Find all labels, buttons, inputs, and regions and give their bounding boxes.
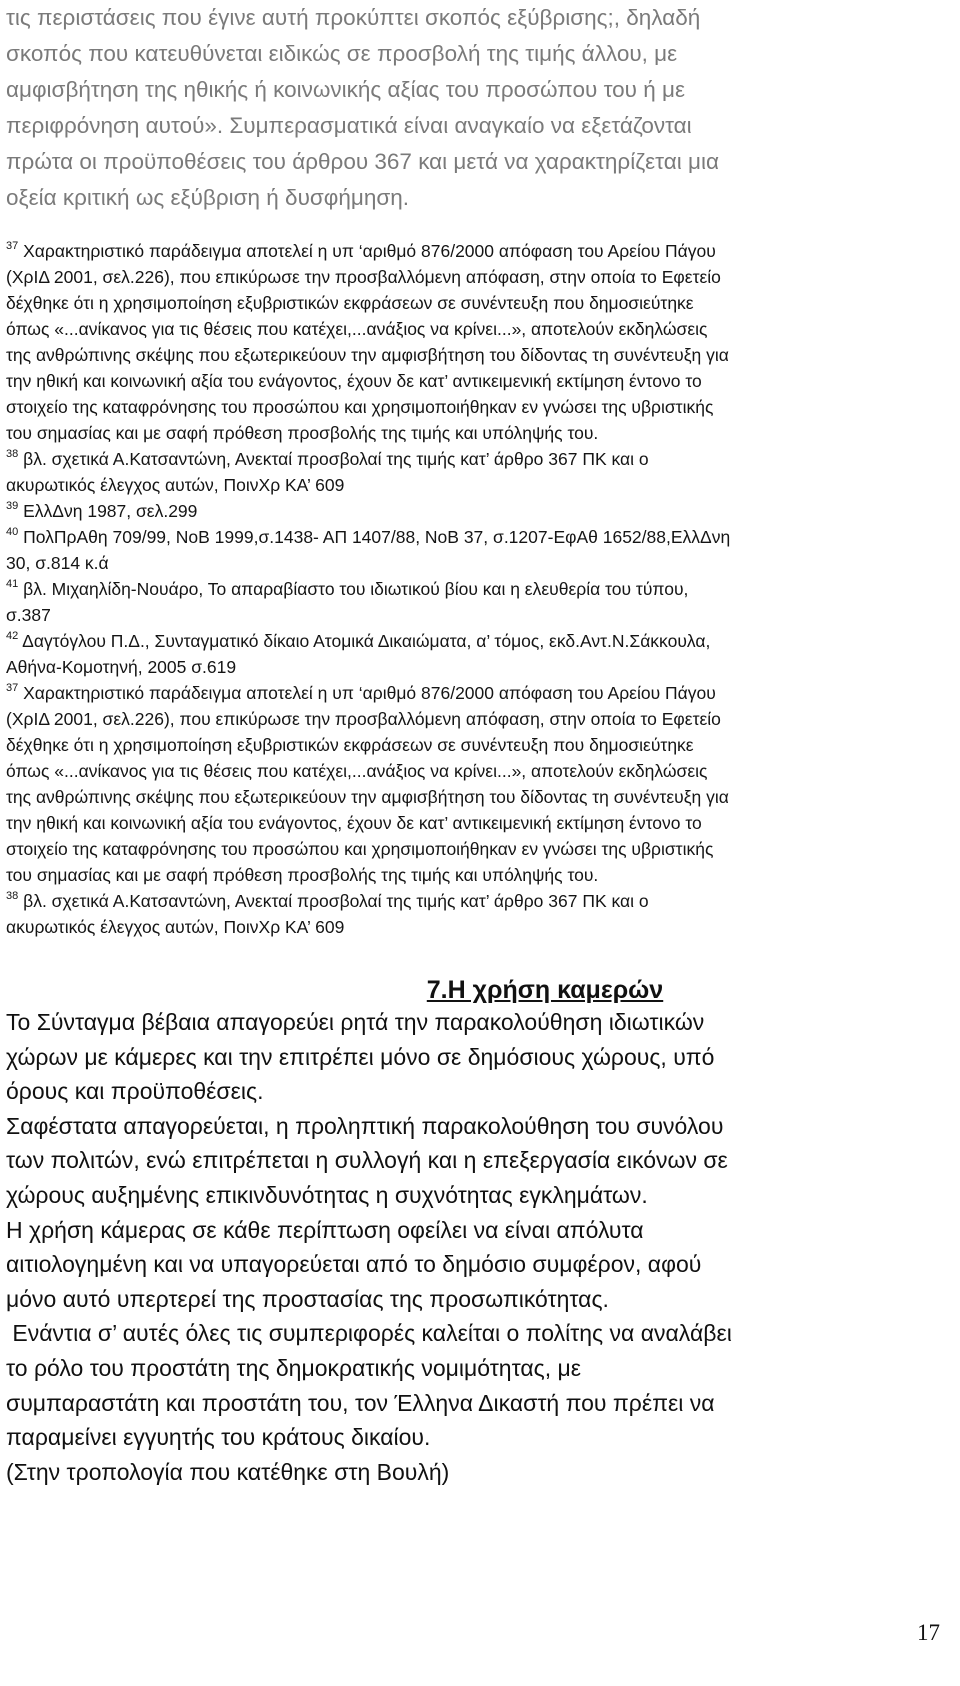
body-line: αιτιολογημένη και να υπαγορεύεται από το δημόσιο συμφέρον, αφού [6, 1251, 702, 1278]
footnote-number: 39 [6, 500, 19, 512]
footnote-37-line: $^{37}$ Χαρακτηριστικό παράδειγμα αποτελεί η υπ ‘αριθμό 876/2000 απόφαση του Αρείου Πάγου [6, 240, 716, 261]
footnote-number: 37 [6, 682, 19, 694]
footnote-38-line: $^{38}$ βλ. σχετικά Α.Κατσαντώνη, Ανεκταί προσβολαί της τιμής κατ’ άρθρο 367 ΠΚ και ο [6, 890, 649, 911]
footnote-40-line: $^{40}$ ΠολΠρΑθη 709/99, ΝοΒ 1999,σ.1438- ΑΠ 1407/88, ΝοΒ 37, σ.1207-ΕφΑθ 1652/88,ΕλλΔνη [6, 526, 731, 547]
body-line: (Στην τροπολογία που κατέθηκε στη Βουλή) [6, 1458, 450, 1485]
body-line: παραμείνει εγγυητής του κράτους δικαίου. [6, 1424, 431, 1451]
intro-line: πρώτα οι προϋποθέσεις του άρθρου 367 και μετά να χαρακτηρίζεται μια [6, 149, 719, 174]
body-line: μόνο αυτό υπερτερεί της προστασίας της προσωπικότητας. [6, 1285, 609, 1312]
body-line: Το Σύνταγμα βέβαια απαγορεύει ρητά την παρακολούθηση ιδιωτικών [6, 1009, 705, 1035]
section-body [6, 1005, 946, 1489]
footnote-number: 40 [6, 526, 19, 538]
footnote-37-line: (ΧρΙΔ 2001, σελ.226), που επικύρωσε την προσβαλλόμενη απόφαση, στην οποία το Εφετείο [6, 709, 721, 729]
footnote-42-line: $^{42}$ Δαγτόγλου Π.Δ., Συνταγματικό δίκαιο Ατομικά Δικαιώματα, α’ τόμος, εκδ.Αντ.Ν.Σάκκουλα, [6, 630, 711, 651]
footnote-37-line: της ανθρώπινης σκέψης που εξωτερικεύουν την αμφισβήτηση του δίδοντας τη συνέντευξη για [6, 345, 729, 365]
footnotes-first [6, 238, 950, 940]
footnote-41-line: $^{41}$ βλ. Μιχαηλίδη-Νουάρο, Το απαραβίαστο του ιδιωτικού βίου και η ελευθερία του τύπου, [6, 578, 689, 599]
section-heading: 7.Η χρήση καμερών [426, 976, 664, 1004]
footnote-37-line: όπως «...ανίκανος για τις θέσεις που κατέχει,...ανάξιος να κρίνει...», αποτελούν εκδηλώσεις [6, 319, 708, 339]
footnote-number: 37 [6, 240, 19, 252]
body-line: Η χρήση κάμερας σε κάθε περίπτωση οφείλει να είναι απόλυτα [6, 1216, 644, 1243]
footnote-37-line: της ανθρώπινης σκέψης που εξωτερικεύουν την αμφισβήτηση του δίδοντας τη συνέντευξη για [6, 787, 729, 807]
footnote-37-line: στοιχείο της καταφρόνησης του προσώπου και χρησιμοποιήθηκαν εν γνώσει της υβριστικής [6, 397, 714, 417]
footnote-37-line: όπως «...ανίκανος για τις θέσεις που κατέχει,...ανάξιος να κρίνει...», αποτελούν εκδηλώσεις [6, 761, 708, 781]
footnote-number: 38 [6, 448, 19, 460]
body-line: των πολιτών, ενώ επιτρέπεται η συλλογή και η επεξεργασία εικόνων σε [6, 1147, 728, 1174]
intro-line: σκοπός που κατευθύνεται ειδικώς σε προσβολή της τιμής άλλου, με [6, 41, 678, 66]
page-number: 17 [917, 1620, 940, 1645]
footnote-37-line: (ΧρΙΔ 2001, σελ.226), που επικύρωσε την προσβαλλόμενη απόφαση, στην οποία το Εφετείο [6, 267, 721, 287]
intro-line: οξεία κριτική ως εξύβριση ή δυσφήμηση. [6, 185, 410, 210]
footnote-39-line: $^{39}$ ΕλλΔνη 1987, σελ.299 [6, 500, 198, 521]
body-line: Σαφέστατα απαγορεύεται, η προληπτική παρακολούθηση του συνόλου [6, 1112, 724, 1139]
footnote-42-line: Αθήνα-Κομοτηνή, 2005 σ.619 [6, 657, 237, 677]
footnote-41-line: σ.387 [6, 605, 51, 625]
footnote-37-line: την ηθική και κοινωνική αξία του ενάγοντος, έχουν δε κατ’ αντικειμενική εκτίμηση έντονο το [6, 371, 702, 391]
footnote-37-line: δέχθηκε ότι η χρησιμοποίηση εξυβριστικών εκφράσεων σε συνέντευξη που δημοσιεύτηκε [6, 735, 694, 755]
intro-line: τις περιστάσεις που έγινε αυτή προκύπτει σκοπός εξύβρισης;, δηλαδή [6, 5, 701, 30]
footnote-37-line: την ηθική και κοινωνική αξία του ενάγοντος, έχουν δε κατ’ αντικειμενική εκτίμηση έντονο το [6, 813, 702, 833]
footnote-37-line: $^{37}$ Χαρακτηριστικό παράδειγμα αποτελεί η υπ ‘αριθμό 876/2000 απόφαση του Αρείου Πάγου [6, 682, 716, 703]
footnote-37-line: του σημασίας και με σαφή πρόθεση προσβολής της τιμής και υπόληψής του. [6, 423, 599, 443]
footnote-number: 38 [6, 890, 19, 902]
body-line: συμπαραστάτη και προστάτη του, τον Έλληνα Δικαστή που πρέπει να [6, 1389, 715, 1416]
intro-paragraph [6, 0, 946, 216]
body-line: χώρους αυξημένης επικινδυνότητας η συχνότητας εγκλημάτων. [6, 1181, 648, 1208]
body-line: όρους και προϋποθέσεις. [6, 1078, 264, 1105]
footnote-37-line: στοιχείο της καταφρόνησης του προσώπου και χρησιμοποιήθηκαν εν γνώσει της υβριστικής [6, 839, 714, 859]
footnote-37-line: δέχθηκε ότι η χρησιμοποίηση εξυβριστικών εκφράσεων σε συνέντευξη που δημοσιεύτηκε [6, 293, 694, 313]
footnote-number: 42 [6, 630, 19, 642]
body-line: το ρόλο του προστάτη της δημοκρατικής νομιμότητας, με [6, 1354, 581, 1381]
footnote-38-line: $^{38}$ βλ. σχετικά Α.Κατσαντώνη, Ανεκταί προσβολαί της τιμής κατ’ άρθρο 367 ΠΚ και ο [6, 448, 649, 469]
footnote-38-line: ακυρωτικός έλεγχος αυτών, ΠοινΧρ ΚΑ’ 609 [6, 917, 345, 937]
footnote-37-line: του σημασίας και με σαφή πρόθεση προσβολής της τιμής και υπόληψής του. [6, 865, 599, 885]
footnote-38-line: ακυρωτικός έλεγχος αυτών, ΠοινΧρ ΚΑ’ 609 [6, 475, 345, 495]
body-line: χώρων με κάμερες και την επιτρέπει μόνο σε δημόσιους χώρους, υπό [6, 1043, 715, 1070]
footnote-number: 41 [6, 578, 19, 590]
intro-line: αμφισβήτηση της ηθικής ή κοινωνικής αξίας του προσώπου του ή με [6, 77, 685, 102]
intro-line: περιφρόνηση αυτού». Συμπερασματικά είναι αναγκαίο να εξετάζονται [6, 113, 692, 138]
body-line: Ενάντια σ’ αυτές όλες τις συμπεριφορές καλείται ο πολίτης να αναλάβει [6, 1320, 732, 1347]
footnote-40-line: 30, σ.814 κ.ά [6, 553, 109, 573]
